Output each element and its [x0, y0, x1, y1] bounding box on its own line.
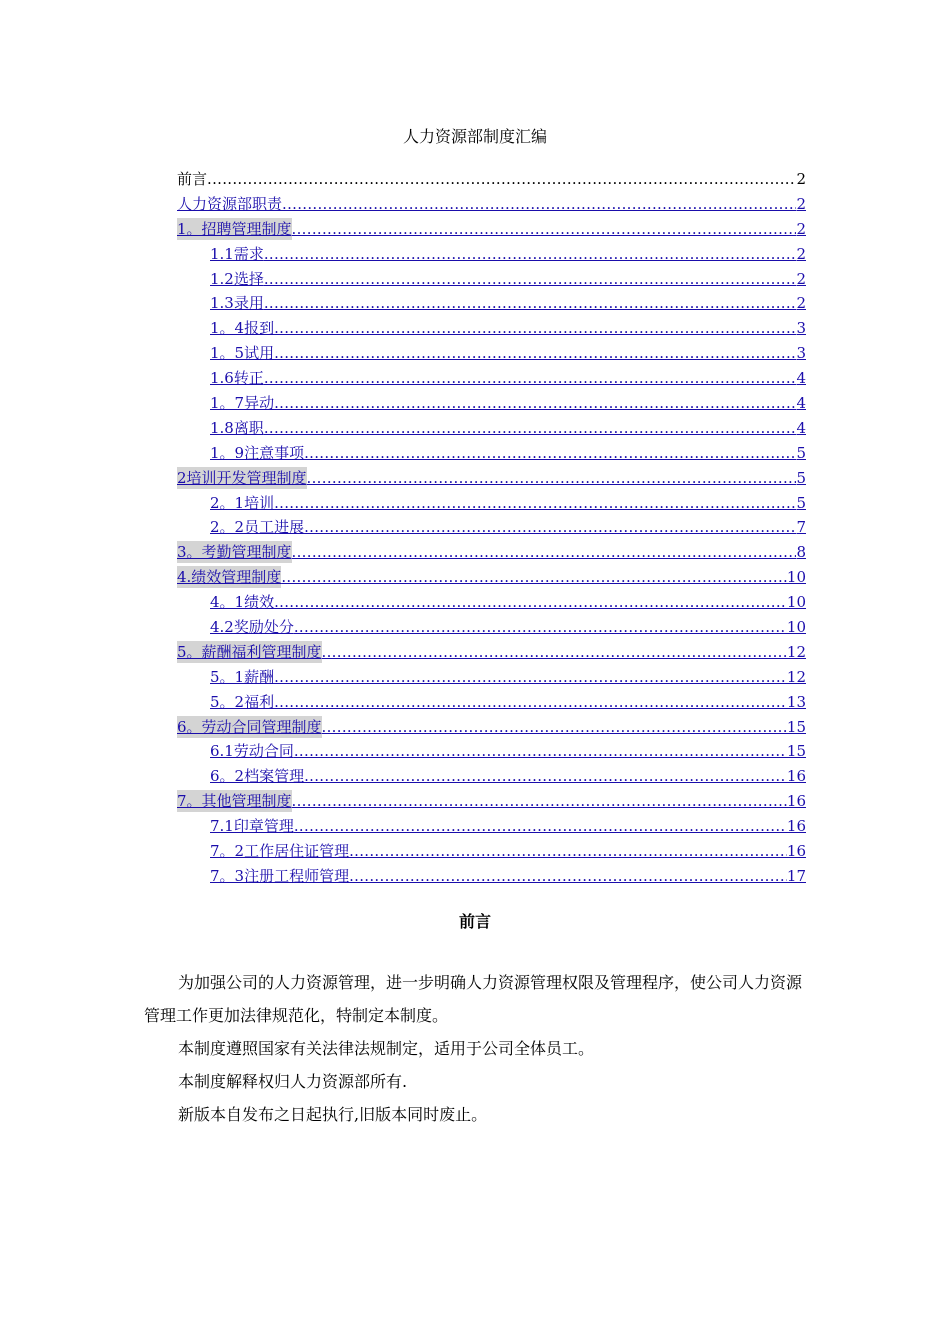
toc-entry-label: 1.1需求	[210, 244, 264, 263]
toc-leader-dots	[274, 666, 787, 688]
toc-entry-label: 4.绩效管理制度	[177, 568, 282, 587]
toc-leader-dots	[294, 815, 787, 837]
toc-entry-label: 1.2选择	[210, 269, 264, 288]
toc-entry-page: 3	[796, 344, 806, 363]
toc-entry[interactable]	[177, 865, 806, 890]
toc-entry-page: 4	[796, 418, 806, 437]
toc-entry-label: 2培训开发管理制度	[177, 468, 307, 487]
toc-leader-dots	[307, 467, 797, 489]
toc-entry[interactable]	[177, 292, 806, 317]
toc-entry-page: 10	[786, 618, 806, 637]
toc-entry[interactable]	[177, 193, 806, 218]
toc-leader-dots	[274, 492, 796, 514]
toc-leader-dots	[281, 566, 787, 588]
toc-entry[interactable]	[177, 815, 806, 840]
toc-entry-page: 8	[796, 543, 806, 562]
toc-entry-label: 1.6转正	[210, 369, 264, 388]
toc-entry[interactable]	[177, 367, 806, 392]
preface-heading: 前言	[458, 912, 491, 931]
toc-leader-dots	[292, 790, 787, 812]
toc-entry-label: 人力资源部职责	[177, 194, 283, 213]
toc-entry[interactable]	[177, 591, 806, 616]
toc-entry-page: 7	[796, 518, 806, 537]
toc-leader-dots	[264, 243, 797, 265]
toc-entry-page: 15	[786, 742, 806, 761]
toc-entry-label: 1。7异动	[210, 394, 275, 413]
toc-entry-label: 6。2档案管理	[210, 767, 305, 786]
toc-entry-label: 4.2奖励处分	[210, 618, 294, 637]
toc-entry-page: 13	[786, 692, 806, 711]
toc-leader-dots	[304, 516, 796, 538]
toc-entry-page: 4	[796, 369, 806, 388]
toc-leader-dots	[274, 691, 787, 713]
document-title: 人力资源部制度汇编	[402, 127, 547, 146]
toc-leader-dots	[274, 591, 787, 613]
toc-entry-page: 16	[786, 767, 806, 786]
toc-leader-dots	[207, 168, 796, 190]
toc-entry[interactable]	[177, 790, 806, 815]
toc-entry[interactable]	[177, 392, 806, 417]
toc-entry-page: 16	[786, 817, 806, 836]
toc-entry-page: 16	[786, 842, 806, 861]
toc-entry-label: 5。1薪酬	[210, 667, 275, 686]
toc-leader-dots	[349, 865, 787, 887]
preface-paragraph: 本制度遵照国家有关法律法规制定，适用于公司全体员工。	[178, 1039, 595, 1058]
toc-entry-page: 4	[796, 394, 806, 413]
toc-entry-label: 6.1劳动合同	[210, 742, 294, 761]
toc-entry[interactable]	[177, 566, 806, 591]
toc-leader-dots	[274, 392, 796, 414]
toc-leader-dots	[274, 317, 796, 339]
toc-leader-dots	[322, 716, 787, 738]
toc-entry-page: 12	[786, 667, 806, 686]
toc-leader-dots	[282, 193, 796, 215]
toc-entry[interactable]	[177, 641, 806, 666]
toc-leader-dots	[292, 541, 797, 563]
toc-entry-page: 12	[786, 642, 806, 661]
toc-entry-label: 1.8离职	[210, 418, 264, 437]
toc-entry-page: 15	[786, 717, 806, 736]
toc-leader-dots	[264, 367, 797, 389]
toc-entry-page: 5	[796, 443, 806, 462]
toc-entry-page: 2	[796, 219, 806, 238]
toc-entry-label: 1。招聘管理制度	[177, 219, 292, 238]
toc-entry[interactable]	[177, 268, 806, 293]
toc-entry[interactable]	[177, 442, 806, 467]
toc-entry-page: 3	[796, 319, 806, 338]
toc-entry[interactable]	[177, 317, 806, 342]
toc-entry[interactable]	[177, 666, 806, 691]
toc-entry-label: 1。4报到	[210, 319, 275, 338]
toc-entry-page: 16	[786, 792, 806, 811]
toc-leader-dots	[264, 292, 797, 314]
preface-paragraph: 为加强公司的人力资源管理，进一步明确人力资源管理权限及管理程序，使公司人力资源管理工作更加法律规范化，特制定本制度。	[144, 973, 803, 1025]
toc-leader-dots	[274, 342, 796, 364]
toc-entry[interactable]	[177, 616, 806, 641]
toc-entry-label: 5。薪酬福利管理制度	[177, 642, 322, 661]
toc-entry[interactable]	[177, 740, 806, 765]
toc-entry[interactable]	[177, 218, 806, 243]
toc-entry-page: 2	[796, 244, 806, 263]
toc-entry-page: 10	[786, 568, 806, 587]
toc-entry-page: 5	[796, 493, 806, 512]
toc-entry[interactable]	[177, 716, 806, 741]
toc-entry-label: 2。2员工进展	[210, 518, 305, 537]
toc-entry[interactable]	[177, 417, 806, 442]
toc-entry-page: 17	[786, 866, 806, 885]
toc-leader-dots	[294, 740, 787, 762]
toc-entry-label: 5。2福利	[210, 692, 275, 711]
toc-entry-label: 3。考勤管理制度	[177, 543, 292, 562]
toc-entry-label: 前言	[177, 170, 208, 188]
toc-leader-dots	[264, 268, 797, 290]
preface-body	[144, 966, 806, 1131]
toc-entry-label: 1.3录用	[210, 294, 264, 313]
toc-entry[interactable]	[177, 840, 806, 865]
toc-leader-dots	[304, 765, 787, 787]
toc-entry-label: 7。其他管理制度	[177, 792, 292, 811]
toc-entry-page: 2	[796, 269, 806, 288]
toc-entry	[177, 168, 806, 193]
toc-entry[interactable]	[177, 691, 806, 716]
toc-leader-dots	[322, 641, 787, 663]
table-of-contents	[177, 168, 806, 890]
preface-paragraph: 本制度解释权归人力资源部所有.	[178, 1072, 408, 1091]
toc-entry-label: 2。1培训	[210, 493, 275, 512]
toc-entry-label: 7.1印章管理	[210, 817, 294, 836]
toc-leader-dots	[264, 417, 797, 439]
toc-entry[interactable]	[177, 467, 806, 492]
toc-entry[interactable]	[177, 541, 806, 566]
preface-paragraph: 新版本自发布之日起执行,旧版本同时废止。	[178, 1105, 488, 1124]
toc-entry-label: 4。1绩效	[210, 593, 275, 612]
toc-entry-page: 5	[796, 468, 806, 487]
toc-entry-label: 7。2工作居住证管理	[210, 842, 350, 861]
toc-entry[interactable]	[177, 492, 806, 517]
toc-leader-dots	[304, 442, 796, 464]
toc-entry-page: 10	[786, 593, 806, 612]
toc-entry[interactable]	[177, 342, 806, 367]
toc-entry-label: 1。5试用	[210, 344, 275, 363]
toc-leader-dots	[292, 218, 797, 240]
toc-leader-dots	[349, 840, 787, 862]
toc-entry-label: 7。3注册工程师管理	[210, 866, 350, 885]
toc-entry-label: 6。劳动合同管理制度	[177, 717, 322, 736]
toc-entry[interactable]	[177, 765, 806, 790]
toc-entry-page: 2	[796, 170, 806, 188]
toc-leader-dots	[294, 616, 787, 638]
toc-entry-page: 2	[796, 194, 806, 213]
toc-entry-page: 2	[796, 294, 806, 313]
toc-entry[interactable]	[177, 243, 806, 268]
toc-entry-label: 1。9注意事项	[210, 443, 305, 462]
toc-entry[interactable]	[177, 516, 806, 541]
